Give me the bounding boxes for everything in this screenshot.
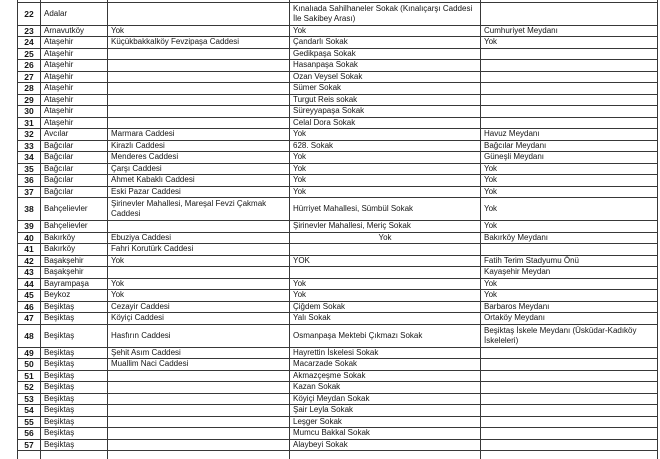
- cell-district: Ataşehir: [41, 117, 108, 129]
- cell-sokak: YOK: [290, 255, 481, 267]
- cell-cadde: [108, 439, 290, 451]
- cell-meydan: Cumhuriyet Meydanı: [481, 25, 658, 37]
- cell-no: 41: [18, 244, 41, 256]
- cell-district: Bağcılar: [41, 152, 108, 164]
- cell-no: 25: [18, 48, 41, 60]
- cell-district: Ataşehir: [41, 37, 108, 49]
- cell-cadde: Cezayir Caddesi: [108, 301, 290, 313]
- cell-no: 29: [18, 94, 41, 106]
- cell-no: 24: [18, 37, 41, 49]
- cell-cadde: Yok: [108, 278, 290, 290]
- table-row: [18, 370, 658, 382]
- cell-cadde: Yok: [108, 25, 290, 37]
- cell-district: Adalar: [41, 2, 108, 25]
- table-row: [18, 83, 658, 95]
- cell-cadde: [108, 382, 290, 394]
- cell-district: Beşiktaş: [41, 382, 108, 394]
- table-row: [18, 48, 658, 60]
- cell-no: 36: [18, 175, 41, 187]
- cell-district: Beykoz: [41, 290, 108, 302]
- cell-sokak: Mumcu Bakkal Sokak: [290, 428, 481, 440]
- table-row: [18, 439, 658, 451]
- cell-sokak: Yok: [290, 175, 481, 187]
- cell-district: Ataşehir: [41, 60, 108, 72]
- streets-table: [17, 0, 658, 459]
- cell-no: 38: [18, 198, 41, 221]
- table-row: [18, 71, 658, 83]
- cell-cadde: [108, 60, 290, 72]
- cell-meydan: Yok: [481, 221, 658, 233]
- table-row: [18, 129, 658, 141]
- table-row: [18, 416, 658, 428]
- cell-district: Bağcılar: [41, 140, 108, 152]
- table-row: [18, 25, 658, 37]
- cell-no: 40: [18, 232, 41, 244]
- table-row: [18, 60, 658, 72]
- table-row: [18, 106, 658, 118]
- cell-meydan: Yok: [481, 278, 658, 290]
- cell-cadde: [108, 370, 290, 382]
- cell-sokak: Şair Leyla Sokak: [290, 405, 481, 417]
- cell-district: Bahçelievler: [41, 221, 108, 233]
- cell-meydan: Bakırköy Meydanı: [481, 232, 658, 244]
- table-row: [18, 382, 658, 394]
- cell-sokak: Çiğdem Sokak: [290, 301, 481, 313]
- cell-sokak: Kınalıada Sahilhaneler Sokak (Kınalıçarşı Caddesi İle Sakibey Arası): [290, 2, 481, 25]
- cell-meydan: Havuz Meydanı: [481, 129, 658, 141]
- cell-sokak: 628. Sokak: [290, 140, 481, 152]
- cell-cadde: [108, 2, 290, 25]
- table-row: [18, 198, 658, 221]
- cell-sokak: Celal Dora Sokak: [290, 117, 481, 129]
- cell-district: Ataşehir: [41, 106, 108, 118]
- cell-no: 47: [18, 313, 41, 325]
- cell-sokak: Süreyyapaşa Sokak: [290, 106, 481, 118]
- cell-district: Avcılar: [41, 129, 108, 141]
- cell-no: 30: [18, 106, 41, 118]
- cell-empty: [481, 451, 658, 459]
- cell-cadde: [108, 393, 290, 405]
- sheet: [17, 0, 658, 459]
- cell-no: 32: [18, 129, 41, 141]
- cell-cadde: Ahmet Kabaklı Caddesi: [108, 175, 290, 187]
- cell-empty: [108, 451, 290, 459]
- cell-cadde: Köyiçi Caddesi: [108, 313, 290, 325]
- cell-cadde: [108, 83, 290, 95]
- cell-sokak: Çandarlı Sokak: [290, 37, 481, 49]
- table-row: [18, 186, 658, 198]
- cell-no: 45: [18, 290, 41, 302]
- cell-no: 56: [18, 428, 41, 440]
- cell-cadde: [108, 117, 290, 129]
- cell-sokak: Yok: [290, 129, 481, 141]
- cell-district: Arnavutköy: [41, 25, 108, 37]
- cell-sokak: Ozan Veysel Sokak: [290, 71, 481, 83]
- cell-meydan: [481, 106, 658, 118]
- cell-district: Bakırköy: [41, 232, 108, 244]
- table-row: [18, 163, 658, 175]
- cell-district: Beşiktaş: [41, 416, 108, 428]
- cell-sokak: Hürriyet Mahallesi, Sümbül Sokak: [290, 198, 481, 221]
- cell-sokak: Alaybeyi Sokak: [290, 439, 481, 451]
- cell-no: 22: [18, 2, 41, 25]
- cell-meydan: Beşiktaş İskele Meydanı (Üsküdar-Kadıköy İskeleleri): [481, 324, 658, 347]
- cell-no: 52: [18, 382, 41, 394]
- table-row: [18, 428, 658, 440]
- cell-cadde: Muallim Naci Caddesi: [108, 359, 290, 371]
- cell-cadde: Hasfırın Caddesi: [108, 324, 290, 347]
- cell-no: 53: [18, 393, 41, 405]
- cell-meydan: Yok: [481, 198, 658, 221]
- cell-sokak: Yok: [290, 25, 481, 37]
- cell-cadde: Ebuziya Caddesi: [108, 232, 290, 244]
- cell-sokak: Köyiçi Meydan Sokak: [290, 393, 481, 405]
- cell-no: 33: [18, 140, 41, 152]
- cell-sokak: Osmanpaşa Mektebi Çıkmazı Sokak: [290, 324, 481, 347]
- cell-no: 51: [18, 370, 41, 382]
- cell-cadde: [108, 48, 290, 60]
- cell-district: Beşiktaş: [41, 405, 108, 417]
- cell-no: 28: [18, 83, 41, 95]
- cell-sokak: Leşger Sokak: [290, 416, 481, 428]
- cell-empty: [18, 451, 41, 459]
- cell-sokak: [290, 244, 481, 256]
- table-row: [18, 221, 658, 233]
- cell-district: Bağcılar: [41, 163, 108, 175]
- table-row: [18, 278, 658, 290]
- cell-no: 39: [18, 221, 41, 233]
- cell-sokak: Gedikpaşa Sokak: [290, 48, 481, 60]
- cell-meydan: [481, 347, 658, 359]
- cell-cadde: Şirinevler Mahallesi, Mareşal Fevzi Çakmak Caddesi: [108, 198, 290, 221]
- table-row: [18, 301, 658, 313]
- table-row: [18, 324, 658, 347]
- cell-district: Beşiktaş: [41, 324, 108, 347]
- cell-district: Beşiktaş: [41, 359, 108, 371]
- cell-sokak: Akmazçeşme Sokak: [290, 370, 481, 382]
- cell-sokak: Yok: [290, 290, 481, 302]
- cell-district: Bahçelievler: [41, 198, 108, 221]
- cell-meydan: [481, 94, 658, 106]
- cell-cadde: [108, 94, 290, 106]
- cell-no: 37: [18, 186, 41, 198]
- cell-no: 27: [18, 71, 41, 83]
- cell-cadde: Yok: [108, 255, 290, 267]
- streets-table-body: [18, 0, 658, 459]
- cell-district: Ataşehir: [41, 71, 108, 83]
- cell-meydan: Yok: [481, 163, 658, 175]
- cell-meydan: [481, 428, 658, 440]
- table-row: [18, 255, 658, 267]
- cell-meydan: Barbaros Meydanı: [481, 301, 658, 313]
- cell-cadde: Fahri Korutürk Caddesi: [108, 244, 290, 256]
- cell-cadde: Küçükbakkalköy Fevzipaşa Caddesi: [108, 37, 290, 49]
- table-row: [18, 232, 658, 244]
- cell-no: 44: [18, 278, 41, 290]
- cell-district: Ataşehir: [41, 83, 108, 95]
- cell-no: 26: [18, 60, 41, 72]
- cell-meydan: [481, 359, 658, 371]
- table-row: [18, 244, 658, 256]
- table-row: [18, 2, 658, 25]
- cell-cadde: Çarşı Caddesi: [108, 163, 290, 175]
- cell-district: Beşiktaş: [41, 347, 108, 359]
- cell-cadde: [108, 267, 290, 279]
- cell-sokak: Sümer Sokak: [290, 83, 481, 95]
- table-row: [18, 405, 658, 417]
- cell-district: Beşiktaş: [41, 370, 108, 382]
- cell-cadde: Kirazlı Caddesi: [108, 140, 290, 152]
- cell-no: 34: [18, 152, 41, 164]
- cell-meydan: [481, 48, 658, 60]
- cell-cadde: Eski Pazar Caddesi: [108, 186, 290, 198]
- cell-no: 42: [18, 255, 41, 267]
- cell-sokak: Yok: [290, 186, 481, 198]
- cell-sokak: Macarzade Sokak: [290, 359, 481, 371]
- cell-no: 43: [18, 267, 41, 279]
- cell-meydan: Ortaköy Meydanı: [481, 313, 658, 325]
- cell-cadde: Yok: [108, 290, 290, 302]
- cell-district: Bağcılar: [41, 186, 108, 198]
- cell-no: 48: [18, 324, 41, 347]
- cell-sokak: Yok: [290, 163, 481, 175]
- table-row: [18, 37, 658, 49]
- cell-no: 49: [18, 347, 41, 359]
- cell-cadde: [108, 405, 290, 417]
- cell-cadde: [108, 428, 290, 440]
- table-row: [18, 313, 658, 325]
- cell-meydan: [481, 117, 658, 129]
- table-row: [18, 175, 658, 187]
- cell-meydan: [481, 382, 658, 394]
- cell-district: Bayrampaşa: [41, 278, 108, 290]
- cell-cadde: Şehit Asım Caddesi: [108, 347, 290, 359]
- cell-district: Beşiktaş: [41, 301, 108, 313]
- cell-meydan: Yok: [481, 290, 658, 302]
- table-row: [18, 152, 658, 164]
- table-row: [18, 117, 658, 129]
- table-row: [18, 290, 658, 302]
- cell-district: Beşiktaş: [41, 393, 108, 405]
- table-row: [18, 267, 658, 279]
- cell-meydan: Yok: [481, 37, 658, 49]
- cell-meydan: Yok: [481, 186, 658, 198]
- cell-meydan: Fatih Terim Stadyumu Önü: [481, 255, 658, 267]
- cell-no: 54: [18, 405, 41, 417]
- cell-cadde: [108, 416, 290, 428]
- cell-meydan: [481, 370, 658, 382]
- cell-sokak: Yok: [290, 232, 481, 244]
- cell-meydan: [481, 416, 658, 428]
- cell-district: Başakşehir: [41, 255, 108, 267]
- cell-sokak: Şirinevler Mahallesi, Meriç Sokak: [290, 221, 481, 233]
- cell-no: 31: [18, 117, 41, 129]
- cell-no: 50: [18, 359, 41, 371]
- cell-meydan: [481, 244, 658, 256]
- table-row: [18, 140, 658, 152]
- cell-cadde: Marmara Caddesi: [108, 129, 290, 141]
- cell-no: 35: [18, 163, 41, 175]
- table-row: [18, 94, 658, 106]
- table-row: [18, 359, 658, 371]
- cell-sokak: Yalı Sokak: [290, 313, 481, 325]
- cell-district: Ataşehir: [41, 48, 108, 60]
- table-row: [18, 393, 658, 405]
- clipped-row-bottom: [18, 451, 658, 459]
- cell-district: Başakşehir: [41, 267, 108, 279]
- cell-sokak: Kazan Sokak: [290, 382, 481, 394]
- cell-district: Ataşehir: [41, 94, 108, 106]
- cell-meydan: [481, 2, 658, 25]
- table-row: [18, 347, 658, 359]
- cell-district: Bağcılar: [41, 175, 108, 187]
- cell-sokak: Hayrettin İskelesi Sokak: [290, 347, 481, 359]
- cell-district: Beşiktaş: [41, 428, 108, 440]
- cell-no: 55: [18, 416, 41, 428]
- cell-cadde: Menderes Caddesi: [108, 152, 290, 164]
- cell-meydan: [481, 405, 658, 417]
- cell-cadde: [108, 221, 290, 233]
- cell-no: 46: [18, 301, 41, 313]
- cell-meydan: [481, 83, 658, 95]
- cell-district: Bakırköy: [41, 244, 108, 256]
- cell-sokak: [290, 267, 481, 279]
- cell-district: Beşiktaş: [41, 313, 108, 325]
- cell-sokak: Yok: [290, 152, 481, 164]
- cell-empty: [290, 451, 481, 459]
- cell-meydan: [481, 393, 658, 405]
- cell-meydan: [481, 71, 658, 83]
- cell-district: Beşiktaş: [41, 439, 108, 451]
- cell-meydan: Kayaşehir Meydan: [481, 267, 658, 279]
- cell-meydan: Güneşli Meydanı: [481, 152, 658, 164]
- cell-sokak: Hasanpaşa Sokak: [290, 60, 481, 72]
- cell-sokak: Turgut Reis sokak: [290, 94, 481, 106]
- cell-no: 57: [18, 439, 41, 451]
- cell-meydan: [481, 439, 658, 451]
- cell-sokak: Yok: [290, 278, 481, 290]
- cell-no: 23: [18, 25, 41, 37]
- cell-meydan: [481, 60, 658, 72]
- cell-cadde: [108, 71, 290, 83]
- cell-meydan: Bağcılar Meydanı: [481, 140, 658, 152]
- cell-meydan: Yok: [481, 175, 658, 187]
- cell-cadde: [108, 106, 290, 118]
- cell-empty: [41, 451, 108, 459]
